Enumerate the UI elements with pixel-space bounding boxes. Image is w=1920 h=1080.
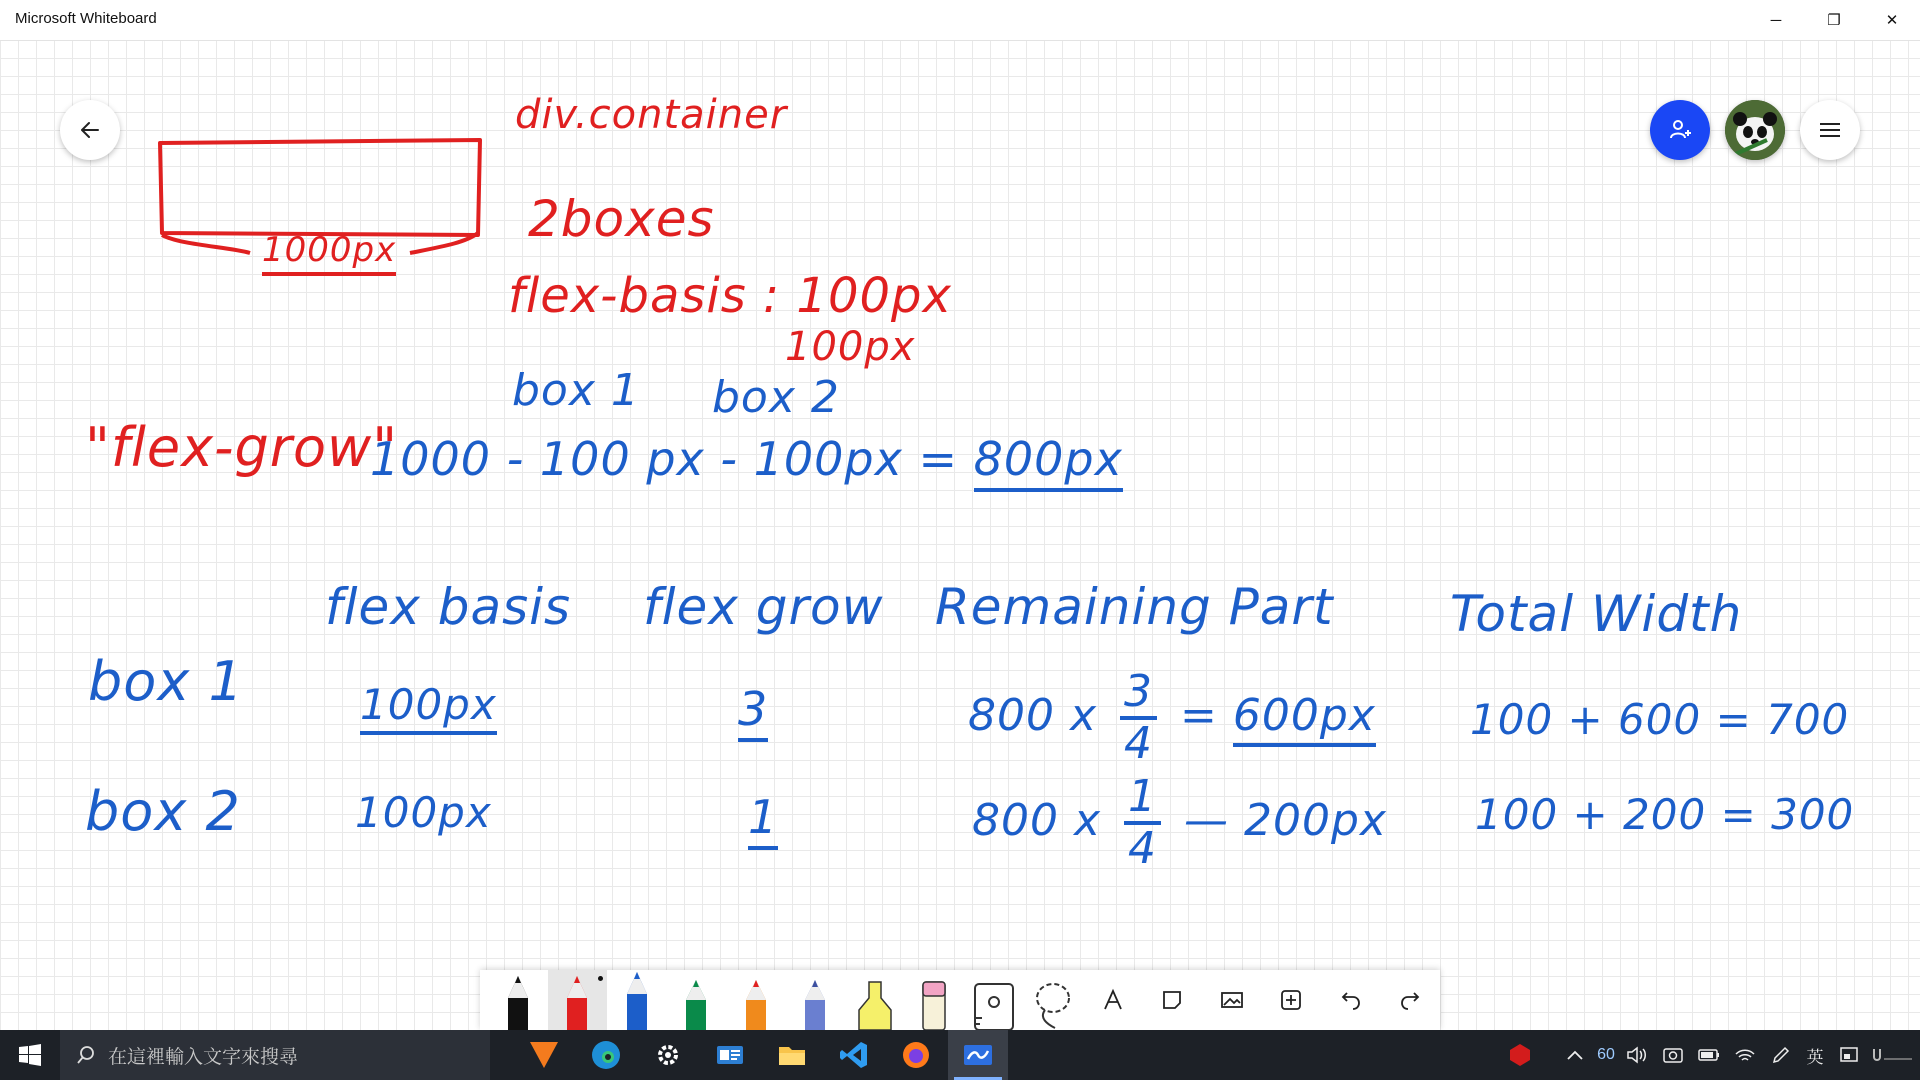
header-flex-grow: flex grow bbox=[643, 578, 884, 636]
row1-fraction bbox=[1120, 666, 1157, 769]
notification-icon bbox=[1839, 1046, 1859, 1064]
taskbar bbox=[0, 1030, 1920, 1080]
row2-remaining-prefix: 800 x bbox=[972, 795, 1102, 846]
calc-box2-label: box 2 bbox=[712, 372, 840, 423]
pen-workspace-button[interactable] bbox=[1764, 1030, 1798, 1080]
title-bar bbox=[0, 0, 1920, 41]
ruler-icon bbox=[972, 978, 1016, 1030]
row2-numerator: 1 bbox=[1124, 775, 1161, 825]
redo-icon bbox=[1398, 988, 1422, 1012]
calc-box1-label: box 1 bbox=[512, 365, 640, 416]
wifi-icon bbox=[1734, 1046, 1756, 1064]
row2-basis: 100px bbox=[355, 788, 492, 837]
mail-app-icon bbox=[715, 1042, 745, 1068]
ime-indicator[interactable]: 英 bbox=[1806, 1047, 1824, 1067]
taskbar-app-settings[interactable] bbox=[638, 1030, 698, 1080]
notifications-button[interactable] bbox=[1832, 1030, 1866, 1080]
hamburger-icon bbox=[1819, 122, 1841, 138]
ink-toolbar bbox=[480, 970, 1440, 1030]
highlighter-tool[interactable] bbox=[845, 970, 905, 1030]
traffic-cone-icon bbox=[528, 1040, 560, 1070]
insert-tool[interactable] bbox=[1262, 970, 1322, 1030]
green-pen-tool[interactable] bbox=[667, 970, 727, 1030]
avatar[interactable] bbox=[1725, 100, 1785, 160]
red-pen-icon bbox=[562, 974, 592, 1030]
tray-temperature[interactable]: 60 bbox=[1597, 1046, 1615, 1063]
taskbar-app-vscode[interactable] bbox=[824, 1030, 884, 1080]
undo-icon bbox=[1339, 988, 1363, 1012]
green-pen-icon bbox=[681, 978, 711, 1030]
eraser-tool[interactable] bbox=[905, 970, 965, 1030]
black-pen-icon bbox=[503, 974, 533, 1030]
basis-label-second: 100px bbox=[785, 324, 916, 370]
speaker-icon bbox=[1626, 1046, 1648, 1064]
text-a-icon bbox=[1101, 988, 1125, 1012]
blue-pen-icon bbox=[622, 970, 652, 1030]
folder-icon bbox=[777, 1042, 807, 1068]
row1-denominator: 4 bbox=[1124, 718, 1154, 769]
arrow-left-icon bbox=[78, 118, 102, 142]
redo-button[interactable] bbox=[1381, 970, 1441, 1030]
invite-button[interactable] bbox=[1650, 100, 1710, 160]
row1-name: box 1 bbox=[88, 650, 244, 713]
text-tool[interactable] bbox=[1083, 970, 1143, 1030]
pen-icon bbox=[1771, 1045, 1791, 1065]
row1-numerator: 3 bbox=[1120, 670, 1157, 720]
edge-icon bbox=[590, 1039, 622, 1071]
basis-label: flex-basis : 100px bbox=[508, 268, 952, 324]
orange-pen-tool[interactable] bbox=[726, 970, 786, 1030]
lasso-tool[interactable] bbox=[1024, 970, 1084, 1030]
ruler-tool[interactable] bbox=[964, 970, 1024, 1030]
taskbar-search[interactable] bbox=[60, 1030, 490, 1080]
taskbar-app-whiteboard[interactable] bbox=[948, 1030, 1008, 1080]
row1-grow bbox=[738, 682, 768, 736]
row1-basis-text: 100px bbox=[360, 680, 497, 735]
row1-basis bbox=[360, 680, 497, 729]
row2-remaining bbox=[972, 771, 1387, 874]
chevron-up-icon bbox=[1567, 1050, 1583, 1060]
row2-grow-text: 1 bbox=[748, 790, 778, 850]
width-label-text: 1000px bbox=[262, 230, 396, 276]
wifi-button[interactable] bbox=[1728, 1030, 1762, 1080]
udemy-logo-icon bbox=[1872, 1045, 1916, 1065]
row1-grow-text: 3 bbox=[738, 682, 768, 742]
row2-total: 100 + 200 = 300 bbox=[1475, 790, 1855, 839]
windows-logo-icon bbox=[19, 1044, 41, 1066]
panda-avatar-icon bbox=[1725, 100, 1785, 160]
row2-remaining-result: 200px bbox=[1244, 795, 1387, 846]
image-icon bbox=[1220, 988, 1244, 1012]
container-label: div.container bbox=[515, 92, 788, 138]
add-person-icon bbox=[1667, 117, 1693, 143]
gear-icon bbox=[654, 1041, 682, 1069]
flex-grow-label: "flex-grow" bbox=[85, 416, 399, 479]
calc-result: 800px bbox=[974, 432, 1123, 492]
whiteboard-app-icon bbox=[962, 1042, 994, 1068]
firefox-icon bbox=[901, 1040, 931, 1070]
tray-app-icon[interactable] bbox=[1500, 1030, 1540, 1080]
taskbar-app-outlook[interactable] bbox=[700, 1030, 760, 1080]
row1-equals: = bbox=[1180, 690, 1218, 741]
undo-button[interactable] bbox=[1321, 970, 1381, 1030]
highlighter-icon bbox=[855, 978, 895, 1030]
add-box-icon bbox=[1279, 988, 1303, 1012]
boxes-label: 2boxes bbox=[528, 190, 715, 248]
search-placeholder: 在這裡輸入文字來搜尋 bbox=[108, 1046, 299, 1068]
taskbar-app-explorer[interactable] bbox=[762, 1030, 822, 1080]
row2-denominator: 4 bbox=[1128, 823, 1158, 874]
row1-remaining-result: 600px bbox=[1233, 690, 1376, 747]
taskbar-app-vlc[interactable] bbox=[514, 1030, 574, 1080]
header-flex-basis: flex basis bbox=[325, 578, 572, 636]
camera-icon bbox=[1662, 1046, 1684, 1064]
blue-pen-tool[interactable] bbox=[607, 970, 667, 1030]
header-total-width: Total Width bbox=[1450, 585, 1743, 643]
udemy-watermark bbox=[1870, 1030, 1918, 1080]
menu-button[interactable] bbox=[1800, 100, 1860, 160]
row2-fraction bbox=[1124, 771, 1161, 874]
row2-equals: — bbox=[1184, 795, 1230, 846]
close-button[interactable]: ✕ bbox=[1885, 12, 1899, 29]
black-pen-tool[interactable] bbox=[488, 970, 548, 1030]
orange-pen-icon bbox=[741, 978, 771, 1030]
taskbar-app-firefox[interactable] bbox=[886, 1030, 946, 1080]
back-button[interactable] bbox=[60, 100, 120, 160]
minimize-button[interactable]: ─ bbox=[1770, 11, 1782, 29]
row1-remaining-prefix: 800 x bbox=[968, 690, 1098, 741]
header-remaining-part: Remaining Part bbox=[935, 578, 1334, 636]
vscode-icon bbox=[839, 1040, 869, 1070]
rainbow-pen-tool[interactable] bbox=[786, 970, 846, 1030]
row1-total: 100 + 600 = 700 bbox=[1470, 695, 1850, 744]
search-icon bbox=[76, 1045, 96, 1065]
eraser-icon bbox=[919, 978, 949, 1030]
taskbar-app-edge[interactable] bbox=[576, 1030, 636, 1080]
width-label bbox=[262, 230, 396, 270]
image-tool[interactable] bbox=[1202, 970, 1262, 1030]
sticky-note-icon bbox=[1160, 988, 1184, 1012]
calc-expression-text: 1000 - 100 px - 100px = bbox=[370, 432, 958, 486]
whiteboard-canvas[interactable] bbox=[0, 40, 1920, 1030]
battery-button[interactable] bbox=[1692, 1030, 1726, 1080]
show-hidden-icons-button[interactable] bbox=[1560, 1030, 1590, 1080]
row2-name: box 2 bbox=[85, 780, 241, 843]
selected-dot-icon bbox=[598, 976, 603, 981]
red-pen-tool[interactable] bbox=[548, 970, 608, 1030]
calc-expression bbox=[370, 432, 1123, 486]
battery-icon bbox=[1698, 1048, 1720, 1062]
lasso-icon bbox=[1033, 978, 1073, 1030]
note-tool[interactable] bbox=[1143, 970, 1203, 1030]
row2-grow bbox=[748, 790, 778, 844]
rainbow-pen-icon bbox=[800, 978, 830, 1030]
row1-remaining bbox=[968, 666, 1376, 769]
restore-button[interactable]: ❐ bbox=[1827, 12, 1841, 29]
window-title: Microsoft Whiteboard bbox=[15, 10, 157, 27]
start-button[interactable] bbox=[0, 1030, 60, 1080]
meet-now-button[interactable] bbox=[1656, 1030, 1690, 1080]
volume-button[interactable] bbox=[1620, 1030, 1654, 1080]
red-cube-icon bbox=[1508, 1043, 1532, 1067]
